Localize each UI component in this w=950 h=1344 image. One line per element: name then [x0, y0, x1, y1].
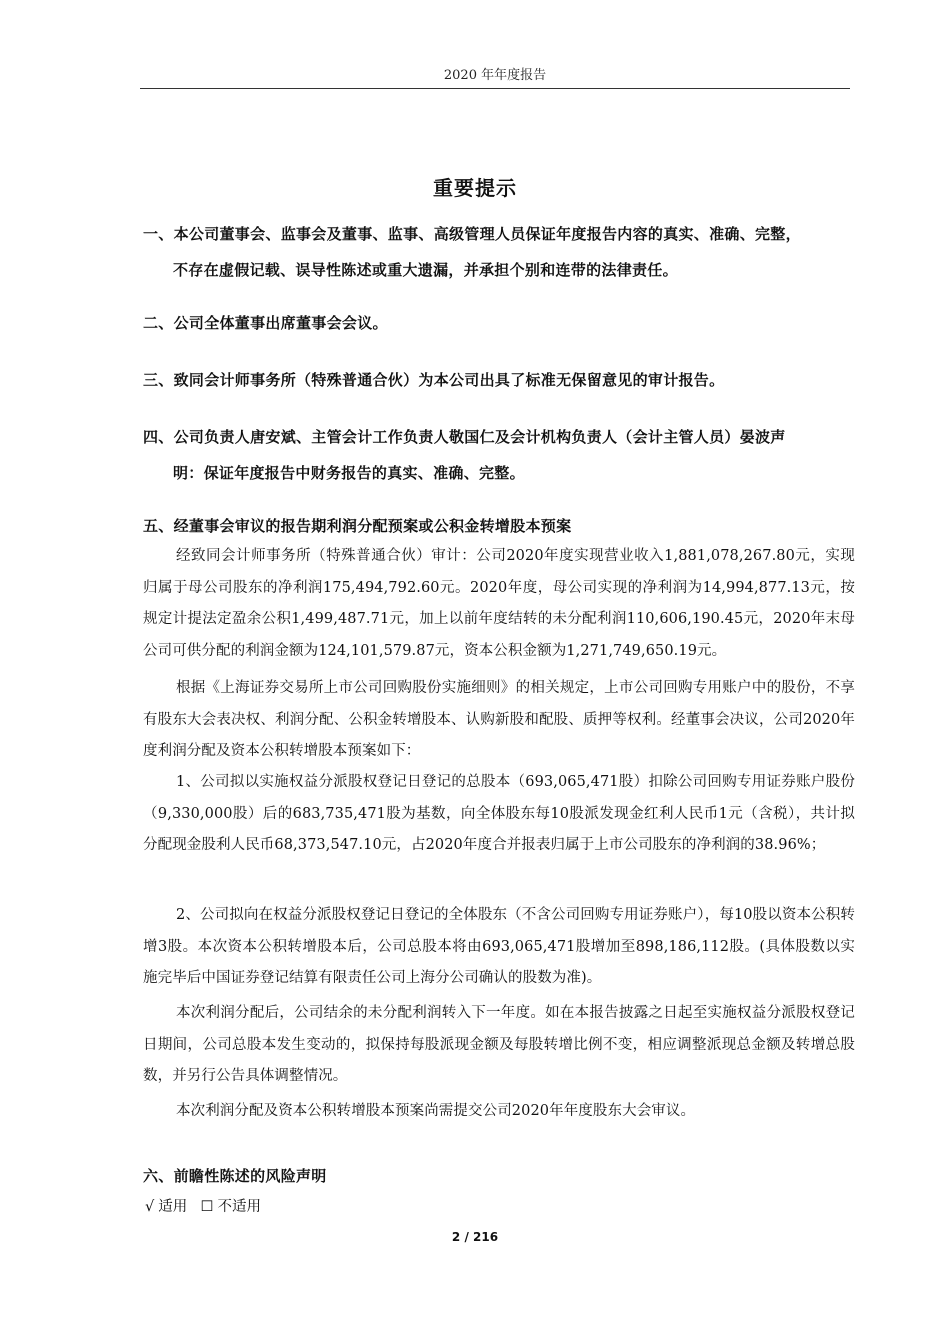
notice-item-3: [143, 362, 855, 398]
notice-item-4-line1: 四、公司负责人唐安斌、主管会计工作负责人敬国仁及会计机构负责人（会计主管人员）晏波声: [143, 428, 786, 446]
notice-item-3-line1: 三、致同会计师事务所（特殊普通合伙）为本公司出具了标准无保留意见的审计报告。: [143, 371, 725, 389]
notice-item-4: [143, 419, 855, 491]
notice-item-5: [143, 508, 855, 544]
notice-item-6-line1: 六、前瞻性陈述的风险声明: [143, 1167, 327, 1185]
dividend-plan-paragraph: 1、公司拟以实施权益分派股权登记日登记的总股本（693,065,471股）扣除公司回购专用证券账户股份（9,330,000股）后的683,735,471股为基数，向全体股东每10股派发现金红利人民币1元（含税），共计拟分配现金股利人民币68,373,547.10元，占2020年度合并报表归属于上市公司股东的净利润的38.96%；: [143, 774, 855, 853]
check-mark-icon: √: [145, 1199, 155, 1215]
notice-item-1-line2: 不存在虚假记载、误导性陈述或重大遗漏，并承担个别和连带的法律责任。: [173, 261, 678, 279]
audit-paragraph: 经致同会计师事务所（特殊普通合伙）审计：公司2020年度实现营业收入1,881,078,267.80元，实现归属于母公司股东的净利润175,494,792.60元。2020年度，母公司实现的净利润为14,994,877.13元，按规定计提法定盈余公积1,499,487.71元，加上以前年度结转的未分配利润110,606,190.45元，2020年末母公司可供分配的利润金额为124,101,579.87元，资本公积金额为1,271,749,650.19元。: [143, 548, 855, 659]
capital-reserve-paragraph: 2、公司拟向在权益分派股权登记日登记的全体股东（不含公司回购专用证券账户），每10股以资本公积转增3股。本次资本公积转增股本后，公司总股本将由693,065,471股增加至898,186,112股。(具体股数以实施完毕后中国证券登记结算有限责任公司上海分公司确认的股数为准)。: [143, 907, 855, 986]
notice-item-2: [143, 305, 855, 341]
header-divider: [140, 88, 850, 89]
empty-box-icon: ☐: [200, 1199, 214, 1215]
applicable-label: 适用: [158, 1199, 188, 1215]
notice-item-1-line1: 一、本公司董事会、监事会及董事、监事、高级管理人员保证年度报告内容的真实、准确、完整，: [143, 225, 801, 243]
shareholder-approval-paragraph: 本次利润分配及资本公积转增股本预案尚需提交公司2020年年度股东大会审议。: [176, 1103, 696, 1119]
undistributed-profit-paragraph: 本次利润分配后，公司结余的未分配利润转入下一年度。如在本报告披露之日起至实施权益分派股权登记日期间，公司总股本发生变动的，拟保持每股派现金额及每股转增比例不变，相应调整派现总金额及转增总股数，并另行公告具体调整情况。: [143, 1005, 855, 1084]
notice-item-2-line1: 二、公司全体董事出席董事会会议。: [143, 314, 388, 332]
page-header: 2020 年年度报告: [443, 68, 547, 83]
page-number: 2 / 216: [451, 1230, 499, 1244]
notice-item-1: [143, 216, 855, 288]
notice-item-5-line1: 五、经董事会审议的报告期利润分配预案或公积金转增股本预案: [143, 517, 572, 535]
buyback-rule-paragraph: 根据《上海证券交易所上市公司回购股份实施细则》的相关规定，上市公司回购专用账户中的股份，不享有股东大会表决权、利润分配、公积金转增股本、认购新股和配股、质押等权利。经董事会决议，公司2020年度利润分配及资本公积转增股本预案如下：: [143, 680, 855, 759]
applicability-options: [145, 1194, 265, 1220]
not-applicable-label: 不适用: [217, 1199, 261, 1215]
notice-item-4-line2: 明：保证年度报告中财务报告的真实、准确、完整。: [173, 464, 525, 482]
notice-item-6: [143, 1158, 855, 1194]
section-title: 重要提示: [433, 176, 517, 200]
